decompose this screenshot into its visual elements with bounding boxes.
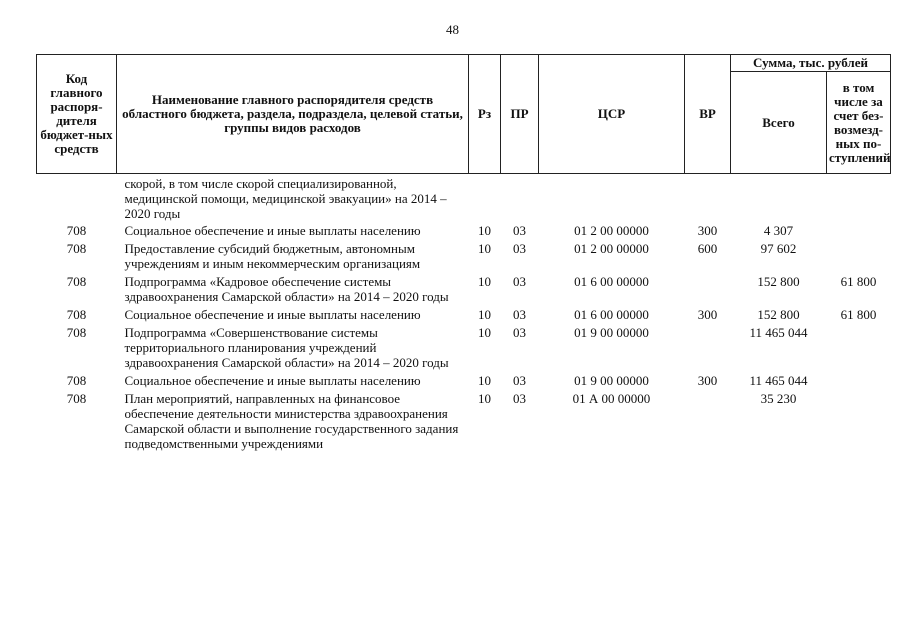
header-name: Наименование главного распорядителя средств областного бюджета, раздела, подраздела, целевой статьи, группы видов расходов bbox=[117, 55, 469, 174]
header-csr: ЦСР bbox=[539, 55, 685, 174]
row-csr: 01 6 00 00000 bbox=[574, 274, 649, 289]
row-code: 708 bbox=[66, 391, 87, 406]
row-vr: 600 bbox=[697, 241, 718, 256]
header-rz: Рз bbox=[469, 55, 501, 174]
row-csr: 01 2 00 00000 bbox=[574, 223, 649, 238]
row-pr: 03 bbox=[513, 241, 526, 256]
row-pr: 03 bbox=[513, 391, 526, 406]
row-rz: 10 bbox=[478, 373, 491, 388]
row-code: 708 bbox=[66, 274, 87, 289]
row-total: 35 230 bbox=[760, 391, 797, 406]
header-vr: ВР bbox=[685, 55, 731, 174]
table-row bbox=[37, 372, 891, 390]
row-name: Социальное обеспечение и иные выплаты населению bbox=[124, 223, 421, 238]
row-rz: 10 bbox=[478, 391, 491, 406]
row-code: 708 bbox=[66, 241, 87, 256]
header-pr: ПР bbox=[501, 55, 539, 174]
row-total: 4 307 bbox=[763, 223, 794, 238]
row-name: Подпрограмма «Совершенствование системы территориального планирования учреждений здравоохранения Самарской области» на 2014 – 2020 годы bbox=[124, 325, 449, 370]
row-total: 152 800 bbox=[757, 307, 800, 322]
table-body bbox=[37, 174, 891, 454]
header-code: Код главного распоря-дителя бюджет-ных средств bbox=[37, 55, 117, 174]
row-vr bbox=[685, 324, 731, 372]
row-pr: 03 bbox=[513, 325, 526, 340]
row-bz: 61 800 bbox=[840, 274, 877, 289]
row-bz bbox=[827, 222, 891, 240]
row-code: 708 bbox=[66, 223, 87, 238]
row-pr: 03 bbox=[513, 307, 526, 322]
row-name: Социальное обеспечение и иные выплаты населению bbox=[124, 373, 421, 388]
table-row bbox=[37, 390, 891, 453]
table-row bbox=[37, 273, 891, 306]
row-pr: 03 bbox=[513, 373, 526, 388]
row-rz: 10 bbox=[478, 241, 491, 256]
row-total: 11 465 044 bbox=[749, 325, 808, 340]
row-code: 708 bbox=[66, 325, 87, 340]
row-total: 97 602 bbox=[760, 241, 797, 256]
row-name: Социальное обеспечение и иные выплаты населению bbox=[124, 307, 421, 322]
row-total: 152 800 bbox=[757, 274, 800, 289]
row-csr: 01 6 00 00000 bbox=[574, 307, 649, 322]
row-name: План мероприятий, направленных на финансовое обеспечение деятельности министерства здравоохранения Самарской области и выполнение государственного задания подведомственными учреждениями bbox=[124, 391, 459, 451]
header-bz: в том числе за счет без-возмезд-ных по-ступлений bbox=[827, 72, 891, 174]
row-total: 11 465 044 bbox=[749, 373, 808, 388]
table-row bbox=[37, 324, 891, 372]
row-name: Предоставление субсидий бюджетным, автономным учреждениям и иным некоммерческим организациям bbox=[124, 241, 421, 271]
row-name: Подпрограмма «Кадровое обеспечение системы здравоохранения Самарской области» на 2014 – 2020 годы bbox=[124, 274, 449, 304]
row-csr: 01 9 00 00000 bbox=[574, 325, 649, 340]
budget-table bbox=[36, 54, 891, 453]
table-header bbox=[37, 55, 891, 174]
page-number: 48 bbox=[446, 22, 459, 37]
table-row bbox=[37, 240, 891, 273]
row-bz: 61 800 bbox=[840, 307, 877, 322]
row-bz bbox=[827, 240, 891, 273]
header-sum: Сумма, тыс. рублей bbox=[731, 55, 891, 72]
row-vr: 300 bbox=[697, 373, 718, 388]
row-bz bbox=[827, 324, 891, 372]
row-code: 708 bbox=[66, 307, 87, 322]
row-rz: 10 bbox=[478, 325, 491, 340]
row-code: 708 bbox=[66, 373, 87, 388]
row-bz bbox=[827, 390, 891, 453]
table-row bbox=[37, 222, 891, 240]
row-name: скорой, в том числе скорой специализированной, медицинской помощи, медицинской эвакуации» на 2014 – 2020 годы bbox=[124, 176, 447, 221]
row-pr: 03 bbox=[513, 274, 526, 289]
row-rz: 10 bbox=[478, 223, 491, 238]
row-bz bbox=[827, 372, 891, 390]
header-total: Всего bbox=[731, 72, 827, 174]
table-row-continuation bbox=[37, 174, 891, 223]
row-vr bbox=[685, 390, 731, 453]
table-row bbox=[37, 306, 891, 324]
row-csr: 01 9 00 00000 bbox=[574, 373, 649, 388]
row-vr: 300 bbox=[697, 307, 718, 322]
row-vr: 300 bbox=[697, 223, 718, 238]
row-csr: 01 А 00 00000 bbox=[572, 391, 651, 406]
row-vr bbox=[685, 273, 731, 306]
row-csr: 01 2 00 00000 bbox=[574, 241, 649, 256]
row-rz: 10 bbox=[478, 307, 491, 322]
row-pr: 03 bbox=[513, 223, 526, 238]
row-rz: 10 bbox=[478, 274, 491, 289]
